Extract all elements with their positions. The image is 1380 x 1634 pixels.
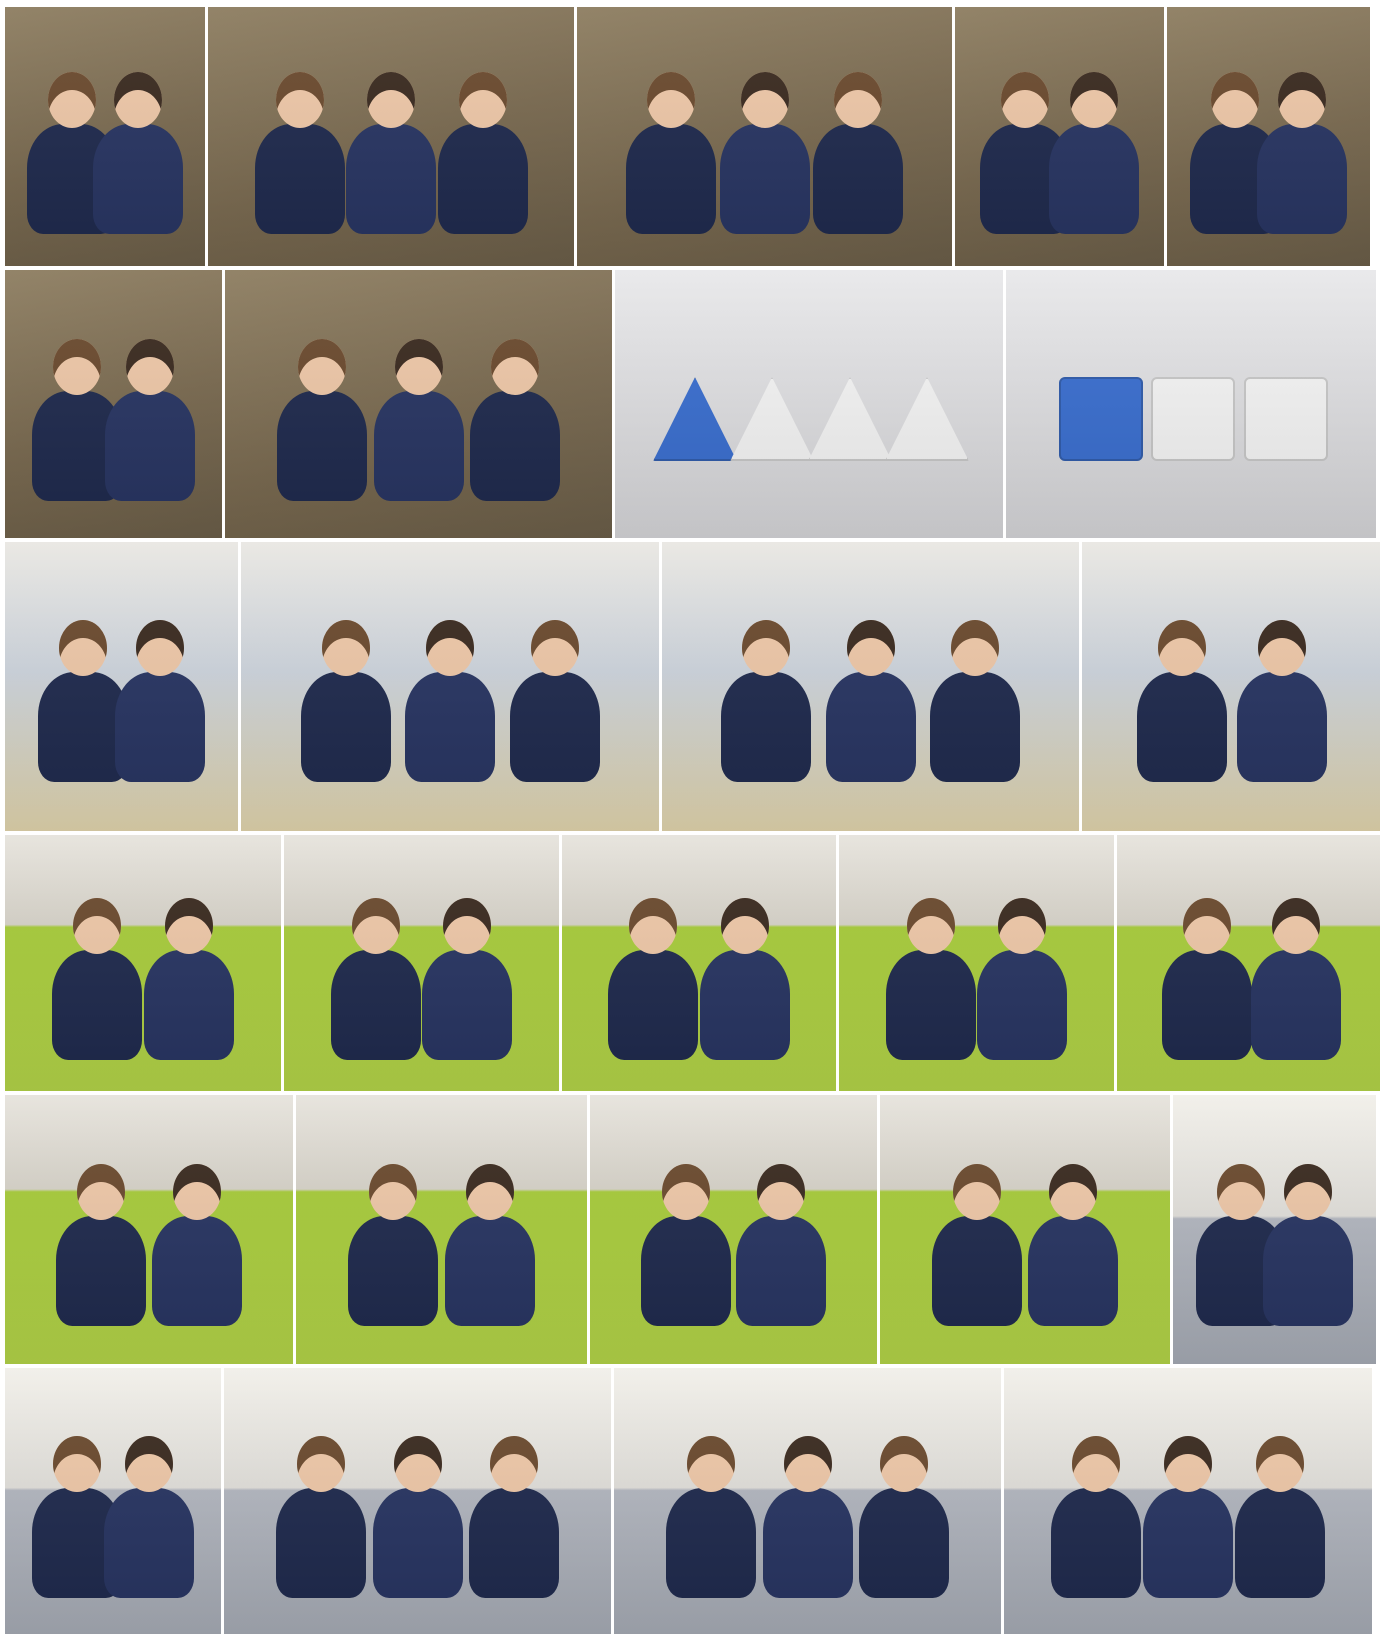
student-head <box>1070 72 1118 128</box>
photo-tile <box>955 7 1164 266</box>
photo-tile <box>1004 1368 1372 1634</box>
photo-tile <box>208 7 574 266</box>
student-head <box>1278 72 1326 128</box>
student-head <box>1072 1436 1120 1492</box>
photo-tile <box>5 7 205 266</box>
paper-model <box>653 377 737 461</box>
student-head <box>394 1436 442 1492</box>
student-figure <box>1251 950 1341 1060</box>
student-head <box>276 72 324 128</box>
student-figure <box>1257 124 1347 234</box>
student-head <box>459 72 507 128</box>
student-figure <box>1143 1488 1233 1598</box>
student-figure <box>105 391 195 501</box>
student-figure <box>977 950 1067 1060</box>
student-head <box>59 620 107 676</box>
student-head <box>136 620 184 676</box>
student-head <box>757 1164 805 1220</box>
student-figure <box>115 672 205 782</box>
student-head <box>114 72 162 128</box>
student-head <box>426 620 474 676</box>
student-figure <box>104 1488 194 1598</box>
student-head <box>352 898 400 954</box>
student-head <box>77 1164 125 1220</box>
student-head <box>298 339 346 395</box>
student-head <box>1001 72 1049 128</box>
student-head <box>647 72 695 128</box>
student-head <box>951 620 999 676</box>
photo-tile <box>562 835 836 1091</box>
student-figure <box>405 672 495 782</box>
paper-model <box>1059 377 1143 461</box>
student-figure <box>736 1216 826 1326</box>
student-head <box>1183 898 1231 954</box>
student-head <box>784 1436 832 1492</box>
student-figure <box>1237 672 1327 782</box>
student-figure <box>930 672 1020 782</box>
photo-row-4 <box>5 835 1375 1091</box>
photo-row-5 <box>5 1095 1375 1364</box>
student-figure <box>1162 950 1252 1060</box>
photo-tile <box>1006 270 1376 538</box>
student-head <box>531 620 579 676</box>
student-figure <box>52 950 142 1060</box>
paper-model <box>808 377 892 461</box>
student-head <box>297 1436 345 1492</box>
student-figure <box>331 950 421 1060</box>
student-figure <box>422 950 512 1060</box>
student-figure <box>445 1216 535 1326</box>
student-head <box>125 1436 173 1492</box>
photo-row-1 <box>5 7 1375 266</box>
photo-tile <box>225 270 612 538</box>
student-figure <box>27 124 117 234</box>
student-figure <box>666 1488 756 1598</box>
student-head <box>741 72 789 128</box>
photo-row-3 <box>5 542 1375 831</box>
student-head <box>126 339 174 395</box>
student-head <box>687 1436 735 1492</box>
paper-model <box>730 377 814 461</box>
student-head <box>322 620 370 676</box>
student-figure <box>626 124 716 234</box>
photo-tile <box>296 1095 587 1364</box>
student-figure <box>470 391 560 501</box>
student-figure <box>144 950 234 1060</box>
student-figure <box>1028 1216 1118 1326</box>
student-figure <box>301 672 391 782</box>
student-head <box>1284 1164 1332 1220</box>
photo-tile <box>577 7 952 266</box>
student-head <box>466 1164 514 1220</box>
student-figure <box>826 672 916 782</box>
student-head <box>491 339 539 395</box>
paper-model <box>885 377 969 461</box>
student-head <box>395 339 443 395</box>
photo-tile <box>5 270 222 538</box>
student-figure <box>813 124 903 234</box>
student-head <box>443 898 491 954</box>
student-head <box>1272 898 1320 954</box>
student-figure <box>374 391 464 501</box>
student-figure <box>56 1216 146 1326</box>
photo-tile <box>5 835 281 1091</box>
student-head <box>173 1164 221 1220</box>
student-head <box>53 1436 101 1492</box>
photo-tile <box>5 542 238 831</box>
student-head <box>834 72 882 128</box>
student-head <box>369 1164 417 1220</box>
student-figure <box>373 1488 463 1598</box>
student-figure <box>980 124 1070 234</box>
student-figure <box>510 672 600 782</box>
photo-tile <box>614 1368 1001 1634</box>
student-head <box>73 898 121 954</box>
student-figure <box>32 1488 122 1598</box>
student-head <box>880 1436 928 1492</box>
photo-tile <box>5 1368 221 1634</box>
photo-tile <box>1117 835 1380 1091</box>
student-figure <box>932 1216 1022 1326</box>
student-figure <box>1137 672 1227 782</box>
photo-tile <box>284 835 559 1091</box>
student-head <box>48 72 96 128</box>
student-head <box>847 620 895 676</box>
student-figure <box>438 124 528 234</box>
student-figure <box>277 391 367 501</box>
photo-tile <box>615 270 1003 538</box>
paper-model <box>1151 377 1235 461</box>
student-figure <box>1263 1216 1353 1326</box>
student-figure <box>1235 1488 1325 1598</box>
photo-tile <box>662 542 1079 831</box>
student-figure <box>32 391 122 501</box>
student-head <box>742 620 790 676</box>
student-figure <box>1190 124 1280 234</box>
student-figure <box>608 950 698 1060</box>
photo-tile <box>224 1368 611 1634</box>
student-head <box>907 898 955 954</box>
student-head <box>1256 1436 1304 1492</box>
photo-tile <box>880 1095 1170 1364</box>
student-head <box>165 898 213 954</box>
student-figure <box>1196 1216 1286 1326</box>
student-head <box>721 898 769 954</box>
photo-row-6 <box>5 1368 1375 1634</box>
student-head <box>490 1436 538 1492</box>
student-figure <box>700 950 790 1060</box>
student-figure <box>93 124 183 234</box>
student-head <box>629 898 677 954</box>
student-head <box>953 1164 1001 1220</box>
student-head <box>1211 72 1259 128</box>
student-head <box>1258 620 1306 676</box>
student-figure <box>1051 1488 1141 1598</box>
photo-tile <box>241 542 659 831</box>
student-figure <box>859 1488 949 1598</box>
paper-model <box>1244 377 1328 461</box>
student-figure <box>346 124 436 234</box>
student-head <box>53 339 101 395</box>
student-figure <box>276 1488 366 1598</box>
student-head <box>1217 1164 1265 1220</box>
photo-tile <box>1082 542 1380 831</box>
student-figure <box>469 1488 559 1598</box>
photo-tile <box>590 1095 877 1364</box>
photo-tile <box>5 1095 293 1364</box>
student-figure <box>38 672 128 782</box>
student-figure <box>348 1216 438 1326</box>
photo-tile <box>1173 1095 1376 1364</box>
student-figure <box>763 1488 853 1598</box>
student-figure <box>886 950 976 1060</box>
student-figure <box>721 672 811 782</box>
student-figure <box>255 124 345 234</box>
photo-row-2 <box>5 270 1375 538</box>
student-head <box>998 898 1046 954</box>
student-head <box>367 72 415 128</box>
student-figure <box>1049 124 1139 234</box>
student-figure <box>720 124 810 234</box>
student-head <box>1049 1164 1097 1220</box>
photo-tile <box>1167 7 1370 266</box>
student-figure <box>152 1216 242 1326</box>
student-head <box>1164 1436 1212 1492</box>
photo-tile <box>839 835 1114 1091</box>
student-figure <box>641 1216 731 1326</box>
student-head <box>662 1164 710 1220</box>
student-head <box>1158 620 1206 676</box>
